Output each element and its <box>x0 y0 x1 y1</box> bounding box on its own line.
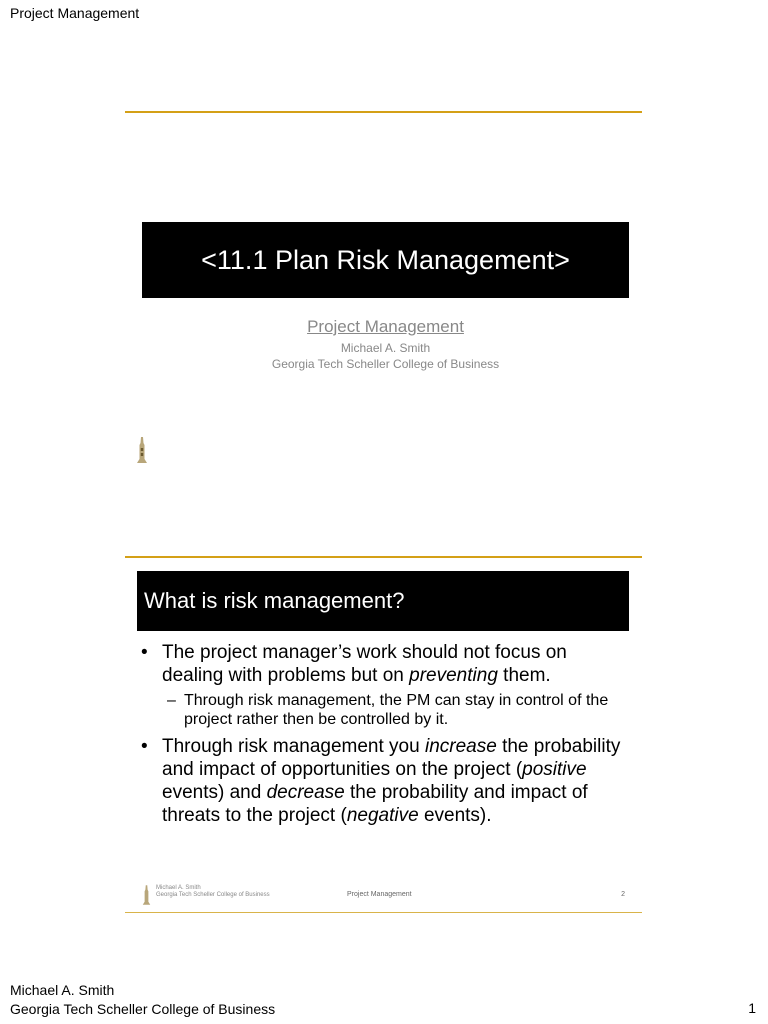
bullet-text: the probability and impact of threats to the project ( <box>162 782 588 826</box>
slide1-course: Project Management <box>307 317 464 336</box>
sub-bullet-text: Through risk management, the PM can stay in control of the project rather then be controlled by it. <box>184 692 609 728</box>
slide1-bottom-rule <box>125 556 642 558</box>
bullet-text: them. <box>497 665 551 686</box>
slide2-bottom-rule <box>125 912 642 913</box>
page-footer <box>10 981 275 1019</box>
bullet-text: The project manager’s work should not focus on dealing with problems but on <box>162 642 567 686</box>
slide2-footer <box>142 884 629 908</box>
dash-marker: – <box>167 692 176 709</box>
bullet-item <box>140 641 630 687</box>
slide1-title-bar <box>142 222 629 298</box>
bullet-marker: • <box>141 642 148 663</box>
bullet-text: events). <box>418 805 492 826</box>
page-number: 1 <box>748 1000 756 1016</box>
slide2-number: 2 <box>621 891 625 898</box>
bullet-emphasis: positive <box>522 759 587 780</box>
bullet-emphasis: decrease <box>266 782 345 803</box>
page-footer-institution: Georgia Tech Scheller College of Business <box>10 1001 276 1017</box>
slide1-title: <11.1 Plan Risk Management> <box>201 244 570 275</box>
bullet-emphasis: preventing <box>409 665 498 686</box>
slide2-title-bar <box>137 571 629 631</box>
sub-bullet-item <box>140 691 630 729</box>
bullet-emphasis: increase <box>424 736 497 757</box>
page-header-title: Project Management <box>10 5 140 21</box>
slide1-author: Michael A. Smith <box>340 341 431 355</box>
footer-author-name: Michael A. Smith <box>156 885 201 891</box>
bullet-emphasis: negative <box>346 805 419 826</box>
bullet-marker: • <box>141 736 148 757</box>
slide1-top-rule <box>125 111 642 113</box>
slide2-footer-center: Project Management <box>347 891 412 898</box>
slide1-institution: Georgia Tech Scheller College of Business <box>271 357 500 371</box>
slide2-footer-author <box>156 885 270 899</box>
bullet-item <box>140 735 630 827</box>
page-footer-author: Michael A. Smith <box>10 982 115 998</box>
bullet-text: the probability and impact of opportunities on the project ( <box>162 736 621 780</box>
slide2-content <box>140 641 630 831</box>
bullet-text: Through risk management you <box>162 736 425 757</box>
footer-tower-icon <box>142 884 151 906</box>
footer-institution: Georgia Tech Scheller College of Business <box>156 892 270 898</box>
bullet-text: events) and <box>162 782 267 803</box>
tech-tower-icon <box>136 437 148 468</box>
slide2-title: What is risk management? <box>144 588 405 613</box>
